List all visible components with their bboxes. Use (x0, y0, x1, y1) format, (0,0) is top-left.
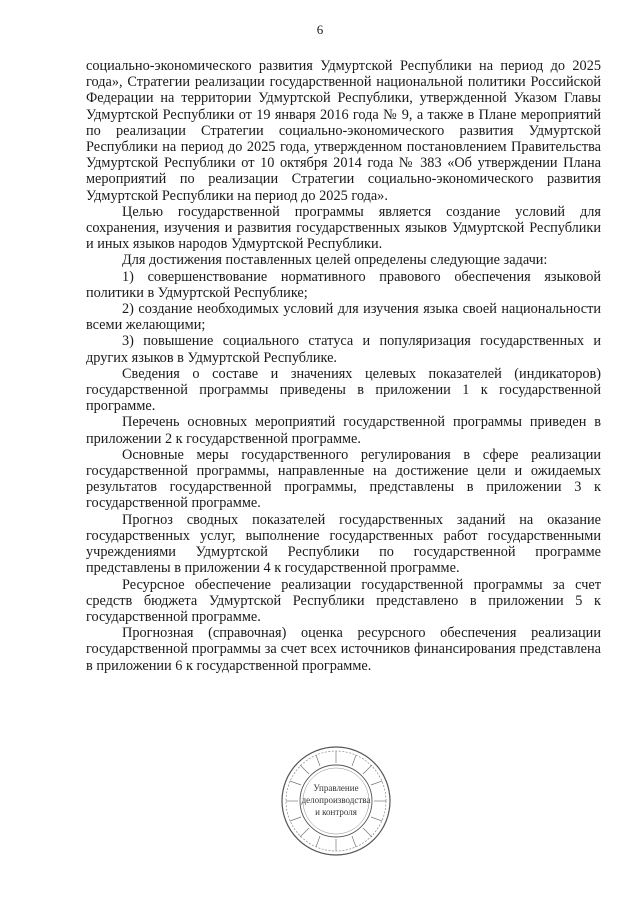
paragraph: Прогнозная (справочная) оценка ресурсного обеспечения реализации государственной программы за счет всех источников финансирования представлена в приложении 6 к государственной программе. (86, 625, 601, 674)
official-stamp (280, 745, 392, 857)
page-number: 6 (316, 22, 324, 37)
paragraph: Прогноз сводных показателей государственных заданий на оказание государственных услуг, выполнение государственных работ государственными учреждениями Удмуртской Республики по государственной программе представлены в приложении 4 к государственной программе. (86, 511, 601, 577)
paragraph: социально-экономического развития Удмуртской Республики на период до 2025 года», Стратегии реализации государственной национальной политики Российской Федерации на территории Удмуртской Республики, утвержденной Указом Главы Удмуртской Республики от 19 января 2016 года № 9, а также в Плане мероприятий по реализации Стратегии социально-экономического развития Удмуртской Республики на период до 2025 года, утвержденном постановлением Правительства Удмуртской Республики от 10 октября 2014 года № 383 «Об утверждении Плана мероприятий по реализации Стратегии социально-экономического развития Удмуртской Республики на период до 2025 года». (86, 58, 601, 204)
paragraph: Основные меры государственного регулирования в сфере реализации государственной программы, направленные на достижение цели и ожидаемых результатов государственной программы, представлены в приложении 3 к государственной программе. (86, 446, 601, 512)
stamp-line: делопроизводства (301, 795, 371, 805)
paragraph: Для достижения поставленных целей определены следующие задачи: (122, 252, 548, 269)
paragraph: Перечень основных мероприятий государственной программы приведен в приложении 2 к государственной программе. (86, 414, 601, 447)
stamp-line: и контроля (315, 807, 357, 817)
document-body (86, 58, 601, 674)
paragraph: Сведения о составе и значениях целевых показателей (индикаторов) государственной программы приведены в приложении 1 к государственной программе. (86, 365, 601, 415)
stamp-line: Управление (313, 783, 359, 793)
paragraph: 1) совершенствование нормативного правового обеспечения языковой политики в Удмуртской Республике; (86, 268, 601, 301)
paragraph: Целью государственной программы является создание условий для сохранения, изучения и развития государственных языков Удмуртской Республики и иных языков народов Удмуртской Республики. (86, 203, 601, 253)
paragraph: 3) повышение социального статуса и популяризация государственных и других языков в Удмуртской Республике. (86, 333, 601, 366)
paragraph: Ресурсное обеспечение реализации государственной программы за счет средств бюджета Удмуртской Республики представлено в приложении 5 к государственной программе. (86, 576, 601, 625)
paragraph: 2) создание необходимых условий для изучения языка своей национальности всеми желающими; (86, 301, 601, 334)
